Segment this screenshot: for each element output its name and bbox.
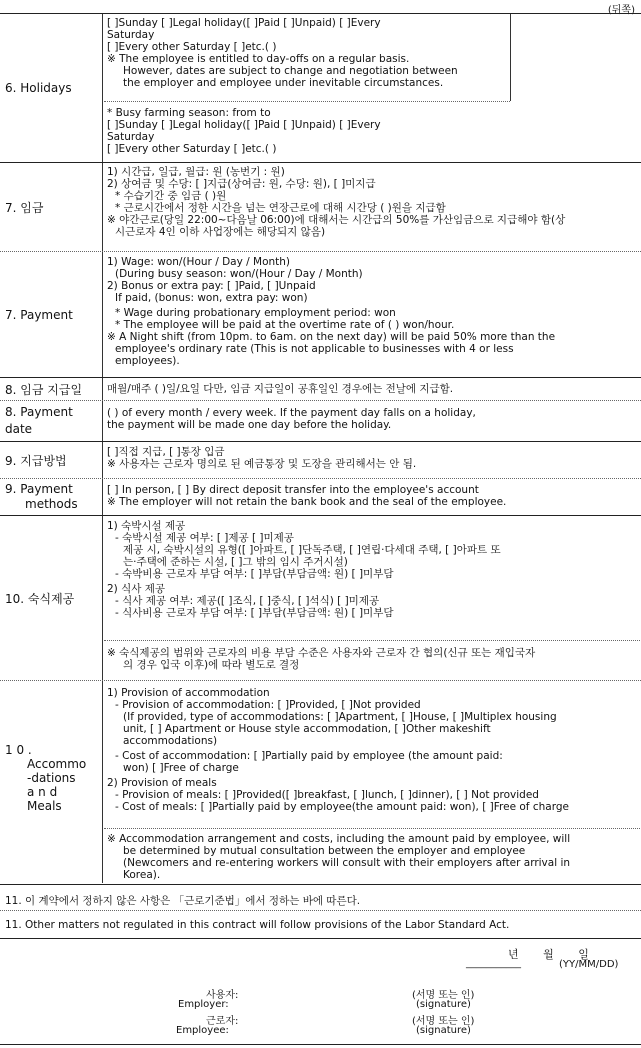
wage-en-cell: 1) Wage: won/(Hour / Day / Month) (During busy season: won/(Hour / Day / Month) 2) Bonus or extra pay: [ ]Paid, [ ]Unpaid If paid, (bonus: won, extra pay: won) * Wage during probationary employment period: won * The employee will be paid at the overtime rate of ( ) won/hour. ※ A Night shift (from 10pm. to 6am. on the next day) will be paid 50% more than the employee's ordinary rate (This is not applicable to businesses with 4 or less employees). (107, 256, 556, 367)
other-matters-en: 11. Other matters not regulated in this contract will follow provisions of the Labor Standard Act. (5, 919, 510, 931)
accom-en-note: ※ Accommodation arrangement and costs, including the amount paid by employee, will be determined by mutual consultation between the employer and employee (Newcomers and re-entering workers will consult with their employers after arrival in Korea). (107, 833, 571, 881)
holidays-label: 6. Holidays (5, 81, 72, 95)
payday-en-label: 8. Payment date (5, 405, 73, 436)
employer-sign-ko[interactable]: (서명 또는 인) (412, 990, 475, 1001)
employee-sign-en[interactable]: (signature) (416, 1025, 471, 1036)
date-en: (YY/MM/DD) (559, 959, 619, 970)
bottom-rule (0, 1044, 641, 1045)
wage-ko-cell: 1) 시간급, 일급, 월급: 원 (농번기 : 원) 2) 상여금 및 수당: [ ]지급(상여금: 원, 수당: 원), [ ]미지급 * 수습기간 중 임금 ( )원 * 근로시간에서 정한 시간을 넘는 연장근로에 대해 시간당 ( )원을 지급함 ※ 야간근로(당일 22:00~다음날 06:00)에 대해서는 시간급의 50%를 가산임금으로 지급해야 함(상 시근로자 4인 이하 사업장에는 해당되지 않음) (107, 166, 566, 238)
date-blank: ___________ (466, 958, 521, 969)
paymethod-en-cell: [ ] In person, [ ] By direct deposit transfer into the employee's account ※ The employer will not retain the bank book and the seal of the employee. (107, 484, 507, 508)
employee-ko: 근로자: (206, 1016, 239, 1027)
payday-ko-cell: 매월/매주 ( )일/요일 다만, 임금 지급일이 공휴일인 경우에는 전날에 지급함. (107, 383, 454, 395)
accom-en-label: 1 0 . Accommo -dations a n d Meals (5, 743, 87, 813)
wage-en-label: 7. Payment (5, 307, 73, 322)
employee-sign-ko[interactable]: (서명 또는 인) (412, 1016, 475, 1027)
accom-ko-label: 10. 숙식제공 (5, 591, 75, 606)
date-ko: 년 월 일 (508, 948, 589, 961)
employee-en: Employee: (176, 1025, 229, 1036)
other-matters-ko: 11. 이 계약에서 정하지 않은 사항은 「근로기준법」에서 정하는 바에 따른다. (5, 895, 361, 907)
accom-en-cell: 1) Provision of accommodation - Provision of accommodation: [ ]Provided, [ ]Not provided (If provided, type of accommodations: [ ]Apartment, [ ]House, [ ]Multiplex housing unit, [ ] Apartment or House style accommodation, [ ]Other makeshift accommodations) - Cost of accommodation: [ ]Partially paid by employee (the amount paid: won) [ ]Free of charge 2) Provision of meals - Provision of meals: [ ]Provided([ ]breakfast, [ ]lunch, [ ]dinner), [ ] Not provided - Cost of meals: [ ]Partially paid by employee(the amount paid: won), [ ]Free of charge (107, 687, 569, 813)
holidays-busy-cell: * Busy farming season: from to [ ]Sunday [ ]Legal holiday([ ]Paid [ ]Unpaid) [ ]Every Saturday [ ]Every other Saturday [ ]etc.( ) (107, 107, 381, 155)
accom-ko-cell: 1) 숙박시설 제공 - 숙박시설 제공 여부: [ ]제공 [ ]미제공 제공 시, 숙박시설의 유형([ ]아파트, [ ]단독주택, [ ]연립·다세대 주택, [ ]아파트 또 는·주택에 준하는 시설, [ ]그 밖의 임시 주거시설) - 숙박비용 근로자 부담 여부: [ ]부담(부담금액: 원) [ ]미부담 2) 식사 제공 - 식사 제공 여부: 제공([ ]조식, [ ]중식, [ ]석식) [ ]미제공 - 식사비용 근로자 부담 여부: [ ]부담(부담금액: 원) [ ]미부담 (107, 520, 501, 619)
wage-ko-label: 7. 임금 (5, 200, 44, 215)
page-mark: (뒤쪽) (607, 5, 635, 16)
paymethod-en-label: 9. Payment methods (5, 482, 78, 511)
paymethod-ko-cell: [ ]직접 지급, [ ]통장 입금 ※ 사용자는 근로자 명의로 된 예금통장 및 도장을 관리해서는 안 됨. (107, 446, 417, 470)
employer-sign-en[interactable]: (signature) (416, 999, 471, 1010)
payday-en-cell: ( ) of every month / every week. If the payment day falls on a holiday, the payment will be made one day before the holiday. (107, 407, 476, 431)
employer-en: Employer: (178, 999, 229, 1010)
paymethod-ko-label: 9. 지급방법 (5, 453, 67, 468)
holidays-cell: [ ]Sunday [ ]Legal holiday([ ]Paid [ ]Unpaid) [ ]Every Saturday [ ]Every other Saturday [ ]etc.( ) ※ The employee is entitled to day-offs on a regular basis. However, dates are subject to change and negotiation between the employer and employee under inevitable circumstances. (107, 17, 458, 89)
payday-ko-label: 8. 임금 지급일 (5, 382, 83, 397)
accom-ko-note: ※ 숙식제공의 범위와 근로자의 비용 부담 수준은 사용자와 근로자 간 협의(신규 또는 재입국자 의 경우 입국 이후)에 따라 별도로 결정 (107, 647, 536, 671)
employer-ko: 사용자: (206, 990, 239, 1001)
